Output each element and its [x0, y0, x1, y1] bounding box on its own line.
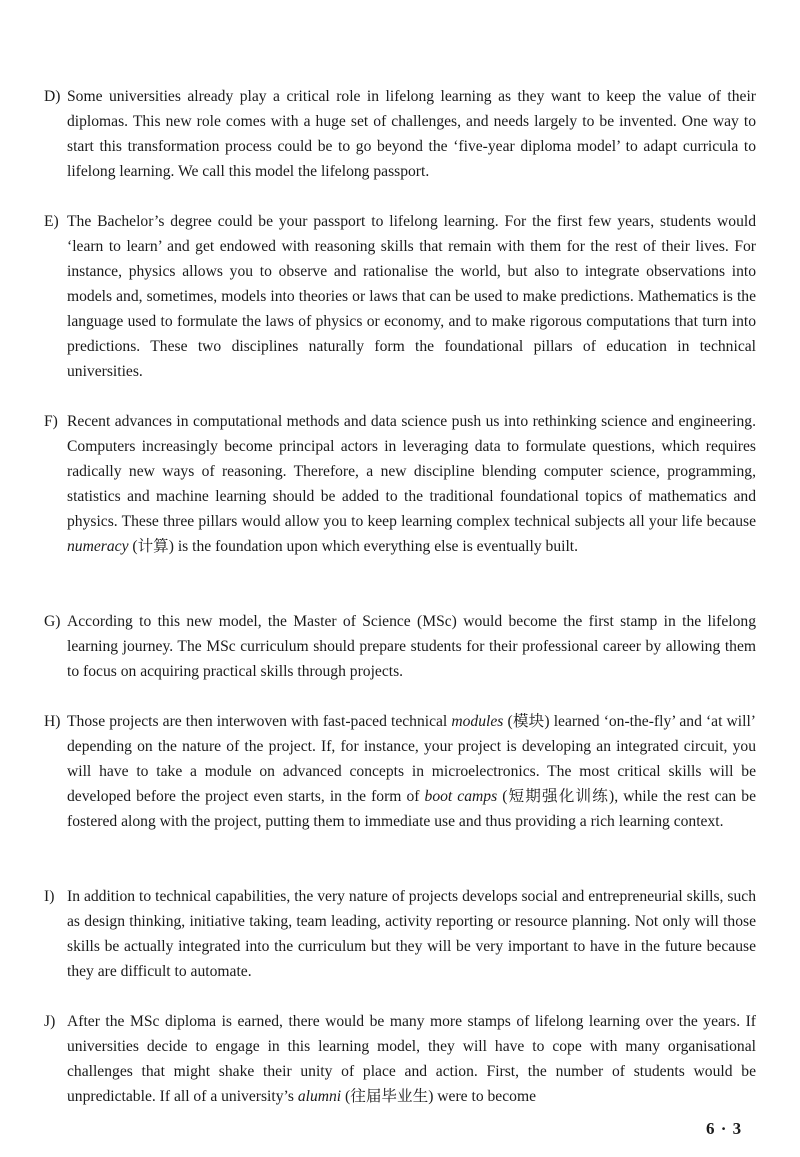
paragraph-g — [44, 609, 756, 684]
italic-term: alumni — [297, 1088, 342, 1105]
paragraph-label: J) — [44, 1013, 56, 1030]
text-segment: (模块) learned ‘on-the-fly’ and ‘at will’ depending on the nature of the project. If, for instance, your project is developing an integrated circuit, you will have to take a module on advanced concepts in microelectronics. The most critical skills will be developed before the project even starts, in the form of — [67, 713, 756, 805]
text-segment: Those projects are then interwoven with fast-paced technical — [67, 713, 452, 730]
paragraph-label: F) — [44, 413, 58, 430]
paragraph-e — [44, 209, 756, 384]
italic-term: numeracy — [67, 538, 129, 555]
text-segment: (短期强化训练), while the rest can be fostered along with the project, putting them to immediate use and thus providing a rich learning context. — [67, 788, 756, 830]
text-segment: After the MSc diploma is earned, there would be many more stamps of lifelong learning over the years. If universities decide to engage in this learning model, they will have to cope with many organisational challenges that might shake their unity of place and action. First, the number of students would be unpredictable. If all of a university’s — [67, 1013, 756, 1105]
text-segment: (往届毕业生) were to become — [341, 1088, 537, 1105]
paragraph-label: E) — [44, 213, 59, 230]
paragraph-label: D) — [44, 88, 61, 105]
paragraph-label: G) — [44, 613, 61, 630]
italic-term: boot camps — [424, 788, 498, 805]
paragraph-text: The Bachelor’s degree could be your passport to lifelong learning. For the first few years, students would ‘learn to learn’ and get endowed with reasoning skills that remain with them for the rest of their lives. For instance, physics allows you to observe and rationalise the world, but also to integrate observations into models and, sometimes, models into theories or laws that can be used to make predictions. Mathematics is the language used to formulate the laws of physics or economy, and to make rigorous computations that turn into predictions. These two disciplines naturally form the foundational pillars of education in technical universities. — [67, 213, 756, 380]
paragraph-label: H) — [44, 713, 61, 730]
paragraph-h — [44, 709, 756, 834]
page-number: 6 · 3 — [706, 1119, 743, 1138]
paragraph-j — [44, 1009, 756, 1109]
paragraph-text: Some universities already play a critical role in lifelong learning as they want to keep the value of their diplomas. This new role comes with a huge set of challenges, and needs largely to be invented. One way to start this transformation process could be to go beyond the ‘five-year diploma model’ to adapt curricula to lifelong learning. We call this model the lifelong passport. — [67, 88, 756, 180]
text-segment: Recent advances in computational methods and data science push us into rethinking science and engineering. Computers increasingly become principal actors in leveraging data to formulate questions, which requires radically new ways of reasoning. Therefore, a new discipline blending computer science, programming, statistics and machine learning should be added to the traditional foundational topics of mathematics and physics. These three pillars would allow you to keep learning complex technical subjects all your life because — [67, 413, 756, 530]
paragraph-f — [44, 409, 756, 559]
paragraph-text — [44, 709, 756, 834]
paragraph-i — [44, 884, 756, 984]
text-segment: (计算) is the foundation upon which everything else is eventually built. — [128, 538, 579, 555]
paragraph-d — [44, 84, 756, 184]
paragraph-text: According to this new model, the Master of Science (MSc) would become the first stamp in the lifelong learning journey. The MSc curriculum should prepare students for their professional career by allowing them to focus on acquiring practical skills through projects. — [67, 613, 756, 680]
paragraph-text — [44, 409, 756, 559]
paragraph-text — [44, 1009, 756, 1109]
paragraph-label: I) — [44, 888, 55, 905]
italic-term: modules — [451, 713, 504, 730]
paragraph-text: In addition to technical capabilities, the very nature of projects develops social and entrepreneurial skills, such as design thinking, initiative taking, team leading, activity reporting or resource planning. Not only will those skills be actually integrated into the curriculum but they will be very important to have in the future because they are difficult to automate. — [67, 888, 756, 980]
